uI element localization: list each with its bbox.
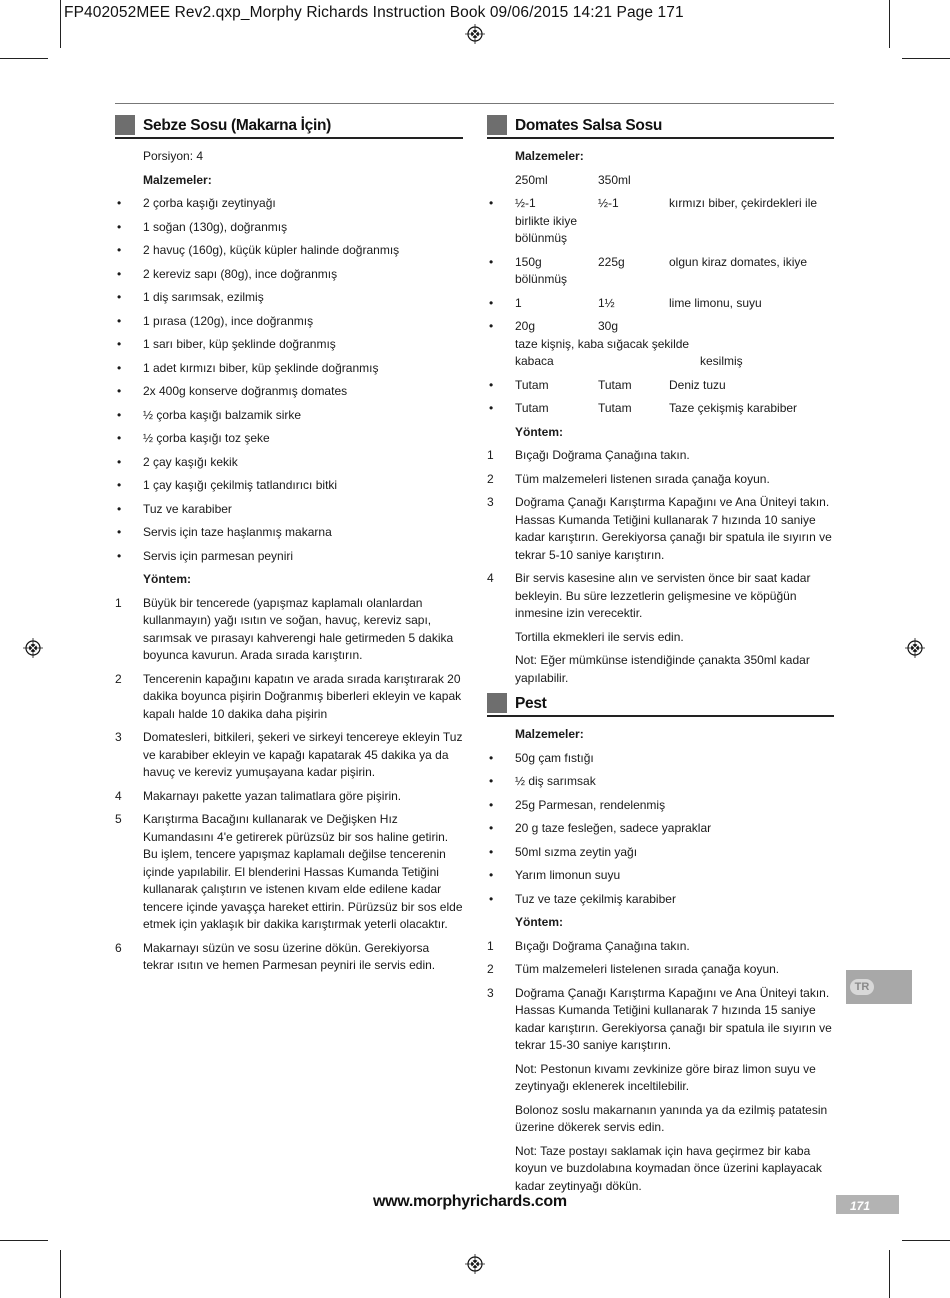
ingredient-name: lime limonu, suyu (669, 295, 762, 310)
ingredient-name: Deniz tuzu (669, 377, 726, 392)
list-item-text: Tuz ve karabiber (143, 501, 232, 516)
quantity-large: Tutam (598, 401, 632, 415)
list-item (487, 773, 834, 791)
bullet: • (117, 501, 122, 516)
list-item (487, 844, 834, 862)
bullet: • (117, 290, 122, 304)
step-number: 2 (487, 962, 494, 976)
bullet: • (489, 797, 494, 812)
ingredients-list (487, 750, 834, 909)
list-item (487, 797, 834, 815)
list-item (115, 289, 463, 307)
method-list (487, 938, 834, 1055)
slug-line: FP402052MEE Rev2.qxp_Morphy Richards Instruction Book 09/06/2015 14:21 Page 171 (64, 4, 684, 21)
list-item (115, 336, 463, 354)
crop-mark (902, 1240, 950, 1241)
quantity-small: 1 (515, 295, 522, 310)
step-text: Büyük bir tencerede (yapışmaz kaplamalı olanlardan kullanmayın) yağı ısıtın ve soğan, havuç, kereviz sapı, sarımsak ve pırasayı kahverengi hale getirmeden 5 dakika boyunca kavurun. Arada sırada karıştırın. (143, 595, 454, 662)
list-item-text: 50g çam fıstığı (515, 750, 594, 765)
bullet: • (489, 295, 494, 310)
list-item-text: 50ml sızma zeytin yağı (515, 844, 638, 859)
step-text: Doğrama Çanağı Karıştırma Kapağını ve Ana Üniteyi takın. Hassas Kumanda Tetiğini kullanarak 7 hızında 10 saniye kadar karıştırın. Gerekiyorsa çanağı bir spatula ile sıyırın ve tekrar 5-10 saniye karıştırın. (515, 495, 832, 562)
bullet: • (489, 750, 494, 765)
method-heading: Yöntem: (143, 572, 191, 586)
note (487, 1102, 834, 1137)
bullet: • (489, 774, 494, 788)
ingredient-name: kırmızı biber, çekirdekleri ile (669, 196, 818, 210)
list-item-text: 2 çorba kaşığı zeytinyağı (143, 196, 276, 210)
step-number: 2 (115, 671, 122, 686)
crop-mark (0, 58, 48, 59)
list-item (115, 524, 463, 542)
note-text: Not: Eğer mümkünse istendiğinde çanakta 350ml kadar yapılabilir. (515, 653, 810, 685)
step-text: Karıştırma Bacağını kullanarak ve Değişken Hız Kumandasını 4'e getirerek pürüzsüz bir sos haline getirin. Bu işlem, tencere yapışmaz kaplamalı değilse tencerenin içinde yapılabilir. El blenderini Hassas Kumanda Tetiğini kullanarak çalıştırın ve istenen kıvam elde edilene kadar tencere içinde yavaşça hareket ettirin. Pürüzsüz bir sos elde etmek için yaklaşık bir dakika karıştırmak yeterli olacaktır. (143, 812, 463, 931)
list-item-text: 2 çay kaşığı kekik (143, 454, 238, 469)
section-title: Sebze Sosu (Makarna İçin) (143, 117, 332, 134)
bullet: • (489, 377, 494, 392)
section-title: Domates Salsa Sosu (515, 117, 663, 134)
note (487, 1143, 834, 1196)
method-step (487, 494, 834, 564)
step-text: Doğrama Çanağı Karıştırma Kapağını ve Ana Üniteyi takın. Hassas Kumanda Tetiğini kullanarak 7 hızında 15 saniye kadar karıştırın. Gerekiyorsa çanağı bir spatula ile sıyırın ve tekrar 15-30 saniye karıştırın. (515, 985, 832, 1052)
note (487, 1061, 834, 1096)
bullet: • (117, 219, 122, 234)
step-number: 3 (115, 730, 122, 744)
crop-mark (889, 1250, 890, 1298)
list-item (487, 891, 834, 909)
step-text: Tüm malzemeleri listelenen sırada çanağa koyun. (515, 962, 780, 976)
registration-mark-icon (465, 1254, 485, 1274)
bullet: • (489, 254, 494, 269)
bullet: • (117, 243, 122, 257)
quantity-large: 225g (598, 254, 625, 269)
quantity-small: 20g (515, 319, 536, 333)
bullet: • (489, 844, 494, 859)
list-item-text: 1 soğan (130g), doğranmış (143, 219, 288, 234)
step-text: Makarnayı pakette yazan talimatlara göre pişirin. (143, 788, 402, 803)
step-number: 1 (115, 595, 122, 610)
quantity-large: ½-1 (598, 196, 619, 210)
left-column (115, 115, 463, 981)
list-item (487, 820, 834, 838)
footer-url: www.morphyrichards.com (373, 1193, 567, 1210)
bullet: • (489, 401, 494, 415)
note (487, 652, 834, 687)
ingredients-heading: Malzemeler: (515, 149, 584, 163)
bullet: • (117, 360, 122, 375)
quantity-header-row (487, 172, 834, 190)
list-item (115, 430, 463, 448)
method-heading: Yöntem: (515, 424, 563, 439)
bullet: • (489, 821, 494, 835)
crop-mark (0, 1240, 48, 1241)
quantity-small: Tutam (515, 377, 549, 392)
ingredient-row (487, 400, 834, 418)
list-item (115, 477, 463, 495)
registration-mark-icon (465, 24, 485, 44)
step-number: 3 (487, 495, 494, 509)
registration-mark-icon (23, 638, 43, 658)
bullet: • (117, 407, 122, 422)
ingredients-heading: Malzemeler: (143, 172, 212, 187)
section-marker (487, 115, 507, 135)
step-number: 3 (487, 985, 494, 1000)
ingredient-row (487, 254, 834, 289)
list-item-text: Servis için parmesan peyniri (143, 548, 294, 563)
crop-mark (60, 1250, 61, 1298)
crop-mark (902, 58, 950, 59)
bullet: • (117, 525, 122, 539)
right-column (487, 115, 834, 1201)
crop-mark (60, 0, 61, 48)
step-text: Bıçağı Doğrama Çanağına takın. (515, 938, 690, 953)
bullet: • (117, 454, 122, 469)
list-item (115, 360, 463, 378)
quantity-small: Tutam (515, 401, 549, 415)
bullet: • (489, 868, 494, 882)
list-item-text: ½ çorba kaşığı toz şeke (143, 431, 270, 445)
step-number: 1 (487, 938, 494, 953)
list-item (487, 750, 834, 768)
section-header-salsa (487, 115, 834, 139)
list-item-text: 1 adet kırmızı biber, küp şeklinde doğranmış (143, 360, 379, 375)
note-text: Not: Pestonun kıvamı zevkinize göre biraz limon suyu ve zeytinyağı eklenerek inceltilebilir. (515, 1061, 816, 1093)
continuation-text: birlikte ikiye bölünmüş (515, 213, 578, 245)
list-item (115, 501, 463, 519)
crop-mark (889, 0, 890, 48)
language-label: TR (850, 979, 874, 995)
bullet: • (117, 196, 122, 210)
bullet: • (117, 384, 122, 398)
step-number: 5 (115, 812, 122, 826)
method-step (115, 811, 463, 934)
quantity-large: 1½ (598, 295, 615, 310)
bullet: • (489, 319, 494, 333)
list-item-text: 1 çay kaşığı çekilmiş tatlandırıcı bitki (143, 478, 338, 492)
list-item-text: Yarım limonun suyu (515, 868, 621, 882)
quantity-small: 150g (515, 254, 542, 269)
list-item-text: 2 kereviz sapı (80g), ince doğranmış (143, 266, 338, 281)
method-step (115, 595, 463, 665)
step-text: Tencerenin kapağını kapatın ve arada sırada karıştırarak 20 dakika boyunca pişirin Doğranmış biberleri ekleyin ve kapak kapalı halde 10 dakika daha pişirin (143, 671, 462, 721)
list-item-text: 20 g taze fesleğen, sadece yapraklar (515, 821, 712, 835)
method-step (487, 938, 834, 956)
ingredient-name: olgun kiraz domates, ikiye (669, 254, 808, 269)
ingredients-list (115, 195, 463, 565)
bullet: • (117, 266, 122, 281)
step-text: Domatesleri, bitkileri, şekeri ve sirkeyi tencereye ekleyin Tuz ve karabiber ekleyin ve kapağı kapatarak 45 dakika ya da havuç ve kereviz yumuşayana kadar pişirin. (143, 730, 463, 779)
quantity-large: 30g (598, 319, 619, 333)
step-number: 4 (487, 571, 494, 585)
quantity-column-a: 250ml (515, 172, 548, 187)
note-text: Bolonoz soslu makarnanın yanında ya da ezilmiş patatesin üzerine dökerek servis edin. (515, 1102, 828, 1134)
ingredient-continuation (515, 353, 834, 371)
method-step (115, 940, 463, 975)
step-number: 1 (487, 448, 494, 462)
note (487, 629, 834, 647)
section-header-pesto (487, 693, 834, 717)
note-text: Not: Taze postayı saklamak için hava geçirmez bir kaba koyun ve buzdolabına koymadan önce üzerini kaplayacak kadar zeytinyağı dökün. (515, 1143, 822, 1193)
bullet: • (117, 548, 122, 563)
method-step (487, 961, 834, 979)
section-title: Pest (515, 695, 547, 712)
list-item (115, 242, 463, 260)
list-item-text: ½ çorba kaşığı balzamik sirke (143, 407, 302, 422)
bullet: • (489, 891, 494, 906)
step-text: Tüm malzemeleri listenen sırada çanağa koyun. (515, 471, 770, 486)
ingredient-row (487, 318, 834, 371)
ingredients-heading: Malzemeler: (515, 727, 584, 741)
method-heading: Yöntem: (515, 915, 563, 929)
quantity-small: ½-1 (515, 196, 536, 210)
note-text: Tortilla ekmekleri ile servis edin. (515, 629, 684, 644)
ingredient-row (487, 195, 834, 248)
method-step (487, 570, 834, 623)
list-item-text: Servis için taze haşlanmış makarna (143, 525, 332, 539)
list-item (487, 867, 834, 885)
list-item (115, 313, 463, 331)
portion-line: Porsiyon: 4 (143, 149, 204, 163)
quantity-column-b: 350ml (598, 172, 631, 187)
method-list (115, 595, 463, 975)
continuation-text: bölünmüş (515, 272, 568, 286)
notes-list (487, 629, 834, 688)
section-header-sebze-sosu (115, 115, 463, 139)
bullet: • (117, 431, 122, 445)
registration-mark-icon (905, 638, 925, 658)
notes-list (487, 1061, 834, 1196)
top-rule (115, 103, 834, 104)
list-item-text: 1 diş sarımsak, ezilmiş (143, 290, 264, 304)
step-number: 6 (115, 940, 122, 955)
language-tab (846, 970, 912, 1004)
list-item-text: 25g Parmesan, rendelenmiş (515, 797, 666, 812)
quantity-large: Tutam (598, 377, 632, 392)
step-text: Bir servis kasesine alın ve servisten önce bir saat kadar bekleyin. Bu süre lezzetlerin gelişmesine ve köpüğün inmesine izin verecektir. (515, 571, 811, 620)
list-item (115, 266, 463, 284)
continuation-text: kabaca (515, 354, 554, 368)
step-text: Bıçağı Doğrama Çanağına takın. (515, 448, 690, 462)
bullet: • (117, 313, 122, 328)
list-item (115, 407, 463, 425)
continuation-text-2: kesilmiş (700, 354, 743, 368)
list-item (115, 195, 463, 213)
list-item (115, 219, 463, 237)
page-number: 171 (850, 1199, 871, 1213)
method-step (115, 729, 463, 782)
step-text: Makarnayı süzün ve sosu üzerine dökün. Gerekiyorsa tekrar ısıtın ve hemen Parmesan peyniri ile servis edin. (143, 940, 436, 972)
list-item-text: 2x 400g konserve doğranmış domates (143, 384, 348, 398)
ingredient-row (487, 295, 834, 313)
section-marker (487, 693, 507, 713)
list-item (115, 548, 463, 566)
ingredient-continuation (515, 271, 834, 289)
list-item-text: ½ diş sarımsak (515, 774, 596, 788)
method-step (487, 985, 834, 1055)
method-step (115, 788, 463, 806)
list-item-text: 2 havuç (160g), küçük küpler halinde doğranmış (143, 243, 400, 257)
list-item (115, 454, 463, 472)
list-item-text: Tuz ve taze çekilmiş karabiber (515, 891, 676, 906)
ingredient-continuation (515, 213, 834, 248)
page-number-box (836, 1195, 899, 1214)
section-marker (115, 115, 135, 135)
bullet: • (489, 196, 494, 210)
ingredient-name: taze kişniş, kaba sığacak şekilde (515, 336, 690, 351)
list-item-text: 1 pırasa (120g), ince doğranmış (143, 313, 314, 328)
method-step (487, 471, 834, 489)
step-number: 4 (115, 788, 122, 803)
salsa-ingredient-table (487, 195, 834, 418)
ingredient-row (487, 377, 834, 395)
list-item (115, 383, 463, 401)
method-step (487, 447, 834, 465)
list-item-text: 1 sarı biber, küp şeklinde doğranmış (143, 337, 336, 351)
step-number: 2 (487, 471, 494, 486)
method-step (115, 671, 463, 724)
method-list (487, 447, 834, 623)
bullet: • (117, 478, 122, 492)
bullet: • (117, 337, 122, 351)
ingredient-name: Taze çekişmiş karabiber (669, 401, 798, 415)
